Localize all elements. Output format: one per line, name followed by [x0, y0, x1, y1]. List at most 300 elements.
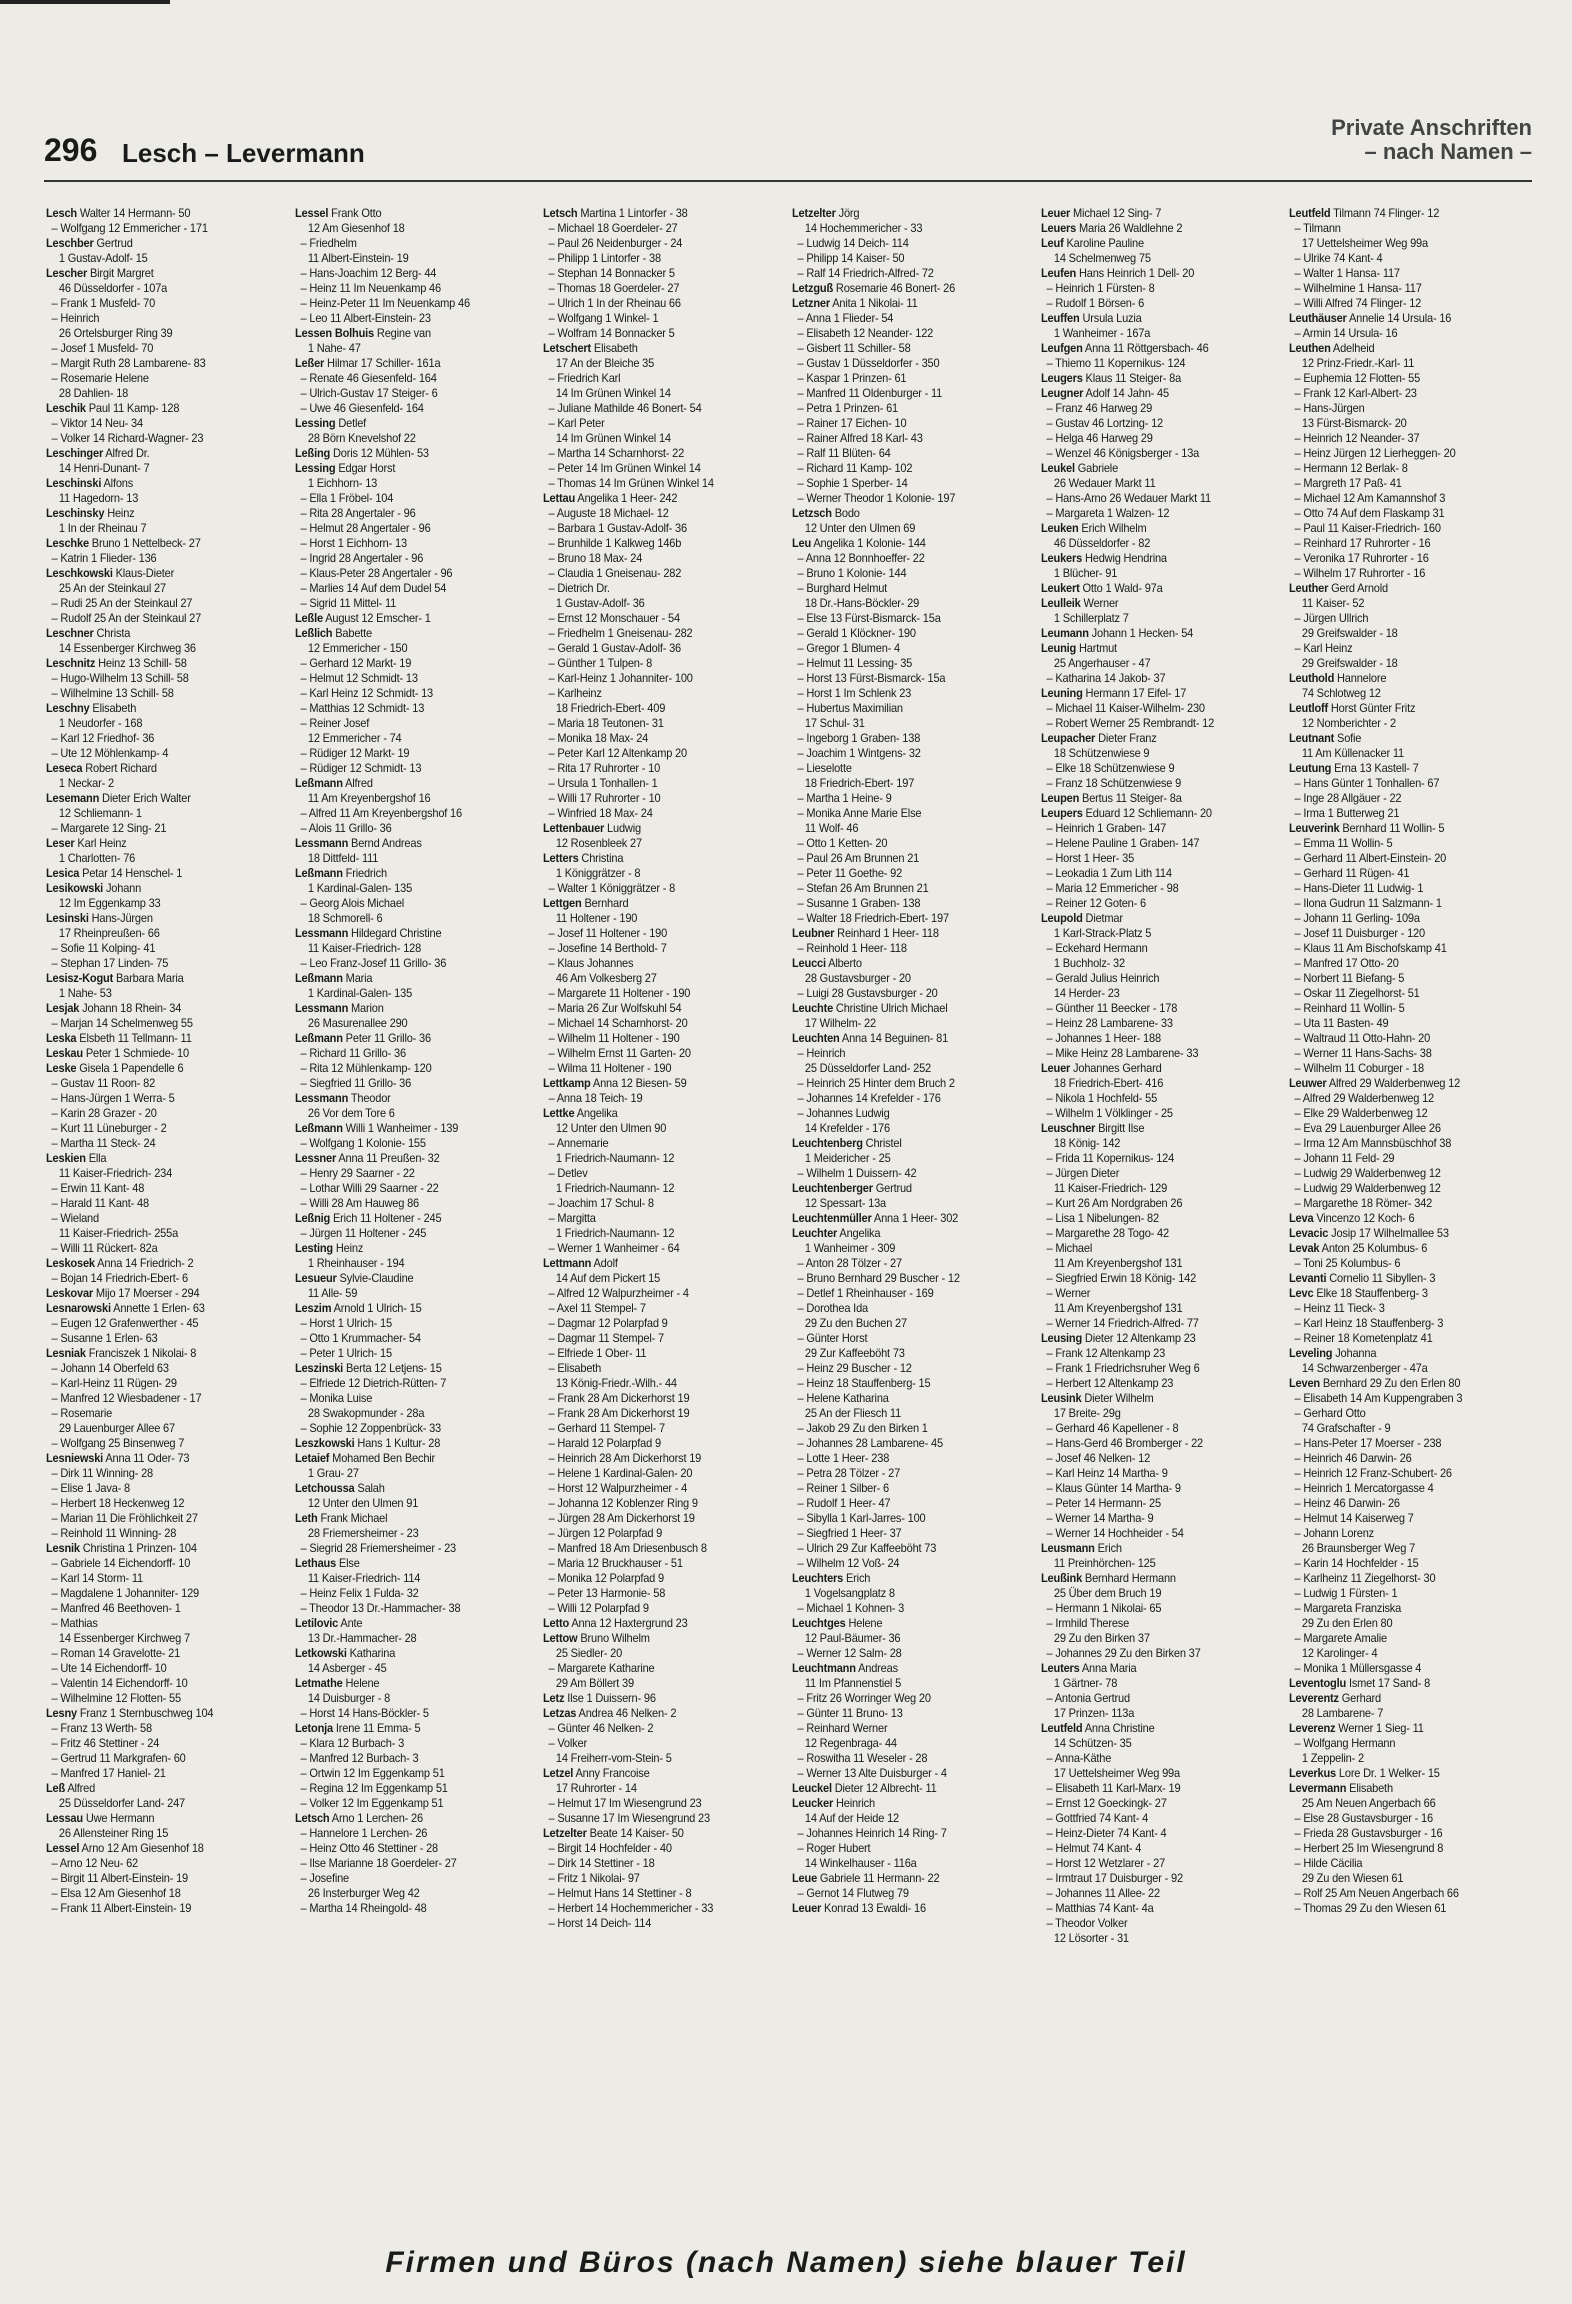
directory-entry — [295, 1841, 522, 1856]
entry-details: – Heinrich 1 Graben- 147 — [1046, 821, 1166, 835]
directory-entry — [295, 911, 522, 926]
directory-entry — [46, 461, 273, 476]
directory-entry — [543, 446, 770, 461]
entry-details: Adelheid — [1331, 341, 1375, 355]
directory-entry — [1041, 1661, 1268, 1676]
entry-details: Katharina — [346, 1646, 395, 1660]
directory-entry — [295, 1076, 522, 1091]
entry-details: – Ursula 1 Tonhallen- 1 — [548, 776, 658, 790]
entry-details: Johanna — [1332, 1346, 1377, 1360]
directory-entry — [295, 836, 522, 851]
entry-details: – Josef 11 Holtener - 190 — [548, 926, 668, 940]
entry-details: – Helmut 12 Schmidt- 13 — [300, 671, 418, 685]
entry-details: – Frank 28 Am Dickerhorst 19 — [548, 1406, 690, 1420]
entry-details: – Gerald Julius Heinrich — [1046, 971, 1159, 985]
entry-details: – Ingrid 28 Angertaler - 96 — [300, 551, 423, 565]
directory-entry — [1289, 851, 1516, 866]
entry-details: – Heinrich 28 Am Dickerhorst 19 — [548, 1451, 702, 1465]
directory-entry — [543, 971, 770, 986]
directory-entry — [792, 551, 1019, 566]
entry-details: Theodor — [347, 1091, 391, 1105]
entry-surname: Leupacher — [1040, 731, 1095, 745]
entry-surname: Leu — [792, 536, 812, 550]
entry-surname: Leugner — [1040, 386, 1083, 400]
entry-details: 11 Hagedorn- 13 — [58, 491, 139, 505]
entry-details: – Martha 11 Steck- 24 — [51, 1136, 156, 1150]
entry-details: – Hermann 12 Berlak- 8 — [1294, 461, 1409, 475]
entry-surname: Leukel — [1040, 461, 1075, 475]
entry-details: – Klaus Johannes — [548, 956, 634, 970]
directory-entry — [1289, 1181, 1516, 1196]
directory-entry — [543, 881, 770, 896]
entry-details: 14 Essenberger Kirchweg 7 — [58, 1631, 190, 1645]
entry-details: Helene — [342, 1676, 380, 1690]
directory-entry — [792, 1526, 1019, 1541]
entry-surname: Leufgen — [1040, 341, 1083, 355]
entry-details: – Peter Karl 12 Altenkamp 20 — [548, 746, 688, 760]
entry-surname: Leuthäuser — [1289, 311, 1348, 325]
entry-surname: Lessau — [46, 1811, 83, 1825]
entry-details: – Gerhard 11 Rügen- 41 — [1294, 866, 1410, 880]
entry-surname: Leusing — [1040, 1331, 1082, 1345]
entry-details: – Joachim 17 Schul- 8 — [548, 1196, 655, 1210]
entry-details: – Maria 26 Zur Wolfskuhl 54 — [548, 1001, 682, 1015]
directory-entry — [295, 1661, 522, 1676]
directory-entry — [792, 1826, 1019, 1841]
entry-surname: Leuchtenmüller — [792, 1211, 872, 1225]
directory-entry — [295, 926, 522, 941]
entry-details: – Ulrich-Gustav 17 Steiger- 6 — [300, 386, 438, 400]
entry-details: – Marian 11 Die Fröhlichkeit 27 — [51, 1511, 198, 1525]
directory-entry — [792, 1601, 1019, 1616]
directory-entry — [792, 866, 1019, 881]
directory-entry — [1289, 566, 1516, 581]
entry-details: – Hannelore 1 Lerchen- 26 — [300, 1826, 427, 1840]
entry-details: – Alois 11 Grillo- 36 — [300, 821, 392, 835]
entry-details: Klaus-Dieter — [112, 566, 175, 580]
entry-details: – Reiner Josef — [300, 716, 369, 730]
directory-entry — [46, 1271, 273, 1286]
directory-entry — [792, 1031, 1019, 1046]
directory-entry — [543, 716, 770, 731]
directory-entry — [792, 431, 1019, 446]
entry-details: – Werner 13 Alte Duisburger - 4 — [797, 1766, 947, 1780]
entry-details: Hans-Jürgen — [88, 911, 153, 925]
entry-surname: Leuthold — [1289, 671, 1335, 685]
directory-entry — [792, 611, 1019, 626]
entry-details: – Heinrich 25 Hinter dem Bruch 2 — [797, 1076, 955, 1090]
directory-entry — [1289, 206, 1516, 221]
directory-entry — [1289, 1346, 1516, 1361]
entry-details: Andrea 46 Nelken- 2 — [576, 1706, 677, 1720]
directory-entry — [1041, 1001, 1268, 1016]
entry-details: – Gerhard 12 Markt- 19 — [300, 656, 411, 670]
entry-details: – Margitta — [548, 1211, 597, 1225]
entry-surname: Leßnig — [294, 1211, 330, 1225]
directory-entry — [792, 311, 1019, 326]
directory-entry — [295, 1736, 522, 1751]
entry-details: – Heinrich 12 Neander- 37 — [1294, 431, 1420, 445]
entry-surname: Leuchtenberg — [792, 1136, 863, 1150]
entry-details: 29 Zur Kaffeeböht 73 — [804, 1346, 905, 1360]
directory-entry — [46, 1901, 273, 1916]
directory-entry — [543, 1091, 770, 1106]
entry-details: 11 Kaiser-Friedrich- 255a — [58, 1226, 179, 1240]
entry-details: 14 Hochemmericher - 33 — [804, 221, 923, 235]
entry-details: – Veronika 17 Ruhrorter - 16 — [1294, 551, 1430, 565]
entry-surname: Lesisz-Kogut — [46, 971, 114, 985]
entry-details: Robert Richard — [82, 761, 157, 775]
entry-details: – Margareta Franziska — [1294, 1601, 1402, 1615]
entry-details: – Ralf 11 Blüten- 64 — [797, 446, 891, 460]
directory-entry — [46, 1151, 273, 1166]
directory-entry — [1289, 701, 1516, 716]
directory-entry — [1289, 401, 1516, 416]
entry-surname: Leuf — [1040, 236, 1064, 250]
entry-surname: Leuschner — [1040, 1121, 1095, 1135]
directory-entry — [792, 1571, 1019, 1586]
directory-entry — [792, 1196, 1019, 1211]
entry-details: Gabriele 11 Hermann- 22 — [817, 1871, 940, 1885]
page-header — [44, 112, 1532, 176]
directory-entry — [1289, 716, 1516, 731]
entry-details: Dieter Franz — [1094, 731, 1157, 745]
directory-entry — [46, 1001, 273, 1016]
directory-entry — [543, 581, 770, 596]
entry-surname: Leszim — [294, 1301, 331, 1315]
entry-details: 28 Dahlien- 18 — [58, 386, 129, 400]
entry-details: Mohamed Ben Bechir — [328, 1451, 435, 1465]
entry-surname: Leschny — [46, 701, 90, 715]
entry-details: – Gerhard 11 Albert-Einstein- 20 — [1294, 851, 1447, 865]
directory-entry — [792, 1421, 1019, 1436]
directory-entry — [46, 1136, 273, 1151]
directory-entry — [543, 731, 770, 746]
entry-details: Frank Otto — [327, 206, 382, 220]
entry-details: – Peter 14 Hermann- 25 — [1046, 1496, 1161, 1510]
entry-details: – Franz 18 Schützenwiese 9 — [1046, 776, 1181, 790]
directory-entry — [1289, 1106, 1516, 1121]
entry-surname: Letzel — [543, 1766, 574, 1780]
directory-entry — [543, 626, 770, 641]
directory-entry — [792, 1346, 1019, 1361]
entry-details: Konrad 13 Ewaldi- 16 — [821, 1901, 926, 1915]
directory-entry — [543, 596, 770, 611]
entry-surname: Leskau — [46, 1046, 83, 1060]
directory-entry — [295, 1811, 522, 1826]
entry-details: Anna 14 Friedrich- 2 — [94, 1256, 194, 1270]
entry-details: – Sofie 11 Kolping- 41 — [51, 941, 156, 955]
entry-surname: Lesnik — [46, 1541, 80, 1555]
entry-details: Mijo 17 Moerser - 294 — [93, 1286, 200, 1300]
directory-entry — [1041, 1781, 1268, 1796]
entry-details: – Horst 1 Heer- 35 — [1046, 851, 1134, 865]
entry-details: – Manfred 12 Burbach- 3 — [300, 1751, 419, 1765]
directory-entry — [1041, 1406, 1268, 1421]
entry-details: – Wolfgang Hermann — [1294, 1736, 1396, 1750]
directory-entry — [1041, 521, 1268, 536]
entry-surname: Lesnarowski — [46, 1301, 111, 1315]
directory-entry — [1289, 1166, 1516, 1181]
entry-details: – Stefan 26 Am Brunnen 21 — [797, 881, 929, 895]
directory-entry — [543, 1646, 770, 1661]
directory-entry — [1041, 1916, 1268, 1931]
entry-details: – Jürgen 12 Polarpfad 9 — [548, 1526, 663, 1540]
entry-details: – Heinz 11 Im Neuenkamp 46 — [300, 281, 441, 295]
directory-entry — [1041, 1496, 1268, 1511]
header-rule — [44, 180, 1532, 182]
directory-entry — [46, 326, 273, 341]
directory-entry — [1289, 1091, 1516, 1106]
directory-entry — [792, 266, 1019, 281]
entry-details: – Franz 46 Harweg 29 — [1046, 401, 1152, 415]
directory-entry — [295, 506, 522, 521]
entry-details: – Frank 12 Altenkamp 23 — [1046, 1346, 1165, 1360]
entry-details: – Karin 14 Hochfelder - 15 — [1294, 1556, 1419, 1570]
directory-entry — [1041, 1136, 1268, 1151]
entry-details: Arnold 1 Ulrich- 15 — [330, 1301, 422, 1315]
directory-entry — [1041, 1301, 1268, 1316]
directory-entry — [792, 1181, 1019, 1196]
directory-entry — [1041, 1421, 1268, 1436]
entry-details: 29 Zu den Erlen 80 — [1302, 1616, 1393, 1630]
entry-details: 74 Schlotweg 12 — [1302, 686, 1382, 700]
directory-entry — [1041, 506, 1268, 521]
directory-entry — [792, 356, 1019, 371]
entry-details: – Helene 1 Kardinal-Galen- 20 — [548, 1466, 693, 1480]
directory-entry — [792, 446, 1019, 461]
entry-details: Karl Heinz — [74, 836, 127, 850]
entry-details: – Siegfried 11 Grillo- 36 — [300, 1076, 411, 1090]
entry-details: – Gisbert 11 Schiller- 58 — [797, 341, 911, 355]
entry-details: Bernhard Hermann — [1081, 1571, 1176, 1585]
directory-entry — [1041, 1811, 1268, 1826]
entry-details: 18 Dittfeld- 111 — [307, 851, 378, 865]
directory-entry — [46, 851, 273, 866]
directory-entry — [543, 1301, 770, 1316]
entry-surname: Leuers — [1040, 221, 1076, 235]
entry-details: – Herbert 12 Altenkamp 23 — [1046, 1376, 1173, 1390]
entry-details: 14 Auf der Heide 12 — [804, 1811, 899, 1825]
entry-surname: Letzas — [543, 1706, 577, 1720]
entry-surname: Leuthen — [1289, 341, 1332, 355]
entry-surname: Leupers — [1040, 806, 1083, 820]
directory-entry — [46, 1196, 273, 1211]
entry-details: Annelie 14 Ursula- 16 — [1347, 311, 1452, 325]
entry-surname: Lessen Bolhuis — [294, 326, 374, 340]
directory-entry — [295, 1496, 522, 1511]
directory-entry — [46, 821, 273, 836]
entry-details: – Wolfgang 25 Binsenweg 7 — [51, 1436, 185, 1450]
directory-entry — [46, 551, 273, 566]
directory-entry — [1041, 866, 1268, 881]
entry-surname: Leßmann — [294, 1121, 343, 1135]
directory-entry — [543, 281, 770, 296]
entry-details: – Rolf 25 Am Neuen Angerbach 66 — [1294, 1886, 1460, 1900]
entry-details: – Kurt 26 Am Nordgraben 26 — [1046, 1196, 1182, 1210]
entry-details: 28 Gustavsburger - 20 — [804, 971, 911, 985]
entry-details: – Dagmar 12 Polarpfad 9 — [548, 1316, 668, 1330]
directory-entry — [1289, 1511, 1516, 1526]
directory-entry — [1289, 1016, 1516, 1031]
entry-surname: Leven — [1289, 1376, 1321, 1390]
entry-surname: Leuchtenberger — [792, 1181, 873, 1195]
entry-details: Erich — [843, 1571, 871, 1585]
directory-entry — [543, 371, 770, 386]
directory-entry — [543, 431, 770, 446]
entry-details: Sofie — [1334, 731, 1362, 745]
directory-entry — [792, 1631, 1019, 1646]
directory-entry — [543, 1781, 770, 1796]
directory-entry — [1289, 1811, 1516, 1826]
entry-details: Otto 1 Wald- 97a — [1079, 581, 1163, 595]
entry-details: Elisabeth — [89, 701, 137, 715]
entry-surname: Letschert — [543, 341, 592, 355]
directory-entry — [1041, 881, 1268, 896]
directory-entry — [543, 1196, 770, 1211]
directory-entry — [46, 1061, 273, 1076]
directory-entry — [295, 1421, 522, 1436]
entry-details: – Reiner 12 Goten- 6 — [1046, 896, 1146, 910]
directory-entry — [1041, 1166, 1268, 1181]
entry-details: Angelika 1 Kolonie- 144 — [811, 536, 926, 550]
directory-entry — [46, 611, 273, 626]
entry-details: – Michael — [1046, 1241, 1092, 1255]
directory-entry — [792, 1721, 1019, 1736]
entry-details: – Wolfgang 12 Emmericher - 171 — [51, 221, 208, 235]
entry-surname: Leßmann — [294, 776, 343, 790]
entry-details: – Gertrud 11 Markgrafen- 60 — [51, 1751, 186, 1765]
entry-details: 29 Lauenburger Allee 67 — [58, 1421, 175, 1435]
entry-details: – Matthias 74 Kant- 4a — [1046, 1901, 1154, 1915]
entry-details: – Monika 18 Max- 24 — [548, 731, 649, 745]
directory-entry — [1289, 281, 1516, 296]
directory-entry — [46, 1361, 273, 1376]
entry-details: – Manfred 17 Otto- 20 — [1294, 956, 1400, 970]
directory-entry — [1041, 1826, 1268, 1841]
directory-entry — [543, 491, 770, 506]
entry-details: – Frank 12 Karl-Albert- 23 — [1294, 386, 1418, 400]
entry-details: – Anna 18 Teich- 19 — [548, 1091, 643, 1105]
entry-surname: Leuwer — [1289, 1076, 1327, 1090]
entry-details: 28 Friemersheimer - 23 — [307, 1526, 419, 1540]
directory-entry — [792, 566, 1019, 581]
entry-surname: Lettke — [543, 1106, 575, 1120]
entry-details: 11 Am Kreyenbergshof 131 — [1053, 1256, 1183, 1270]
directory-entry — [1289, 926, 1516, 941]
directory-entry — [1041, 536, 1268, 551]
directory-entry — [792, 386, 1019, 401]
entry-details: Friedrich — [342, 866, 387, 880]
entry-details: 11 Holtener - 190 — [556, 911, 638, 925]
entry-details: 29 Greifswalder - 18 — [1302, 656, 1398, 670]
entry-details: – Ernst 12 Monschauer - 54 — [548, 611, 681, 625]
entry-details: – Oskar 11 Ziegelhorst- 51 — [1294, 986, 1420, 1000]
directory-entry — [1041, 1601, 1268, 1616]
directory-entry — [1041, 1571, 1268, 1586]
directory-entry — [1041, 1586, 1268, 1601]
directory-entry — [46, 596, 273, 611]
entry-details: 14 Schelmenweg 75 — [1053, 251, 1151, 265]
entry-details: Anna Maria — [1079, 1661, 1137, 1675]
directory-entry — [1289, 806, 1516, 821]
entry-details: – Nikola 1 Hochfeld- 55 — [1046, 1091, 1157, 1105]
entry-details: 12 Regenbraga- 44 — [804, 1736, 897, 1750]
directory-entry — [792, 1796, 1019, 1811]
entry-details: – Monika Anne Marie Else — [797, 806, 922, 820]
entry-details: – Heinz 46 Darwin- 26 — [1294, 1496, 1401, 1510]
entry-details: – Ella 1 Fröbel- 104 — [300, 491, 393, 505]
directory-entry — [1041, 1646, 1268, 1661]
directory-entry — [1041, 1226, 1268, 1241]
entry-details: – Heinrich 46 Darwin- 26 — [1294, 1451, 1412, 1465]
entry-details: – Renate 46 Giesenfeld- 164 — [300, 371, 437, 385]
directory-entry — [295, 596, 522, 611]
entry-details: Johann 18 Rhein- 34 — [79, 1001, 182, 1015]
directory-entry — [295, 1061, 522, 1076]
entry-details: Josip 17 Wilhelmallee 53 — [1328, 1226, 1450, 1240]
entry-surname: Leugers — [1040, 371, 1083, 385]
entry-details: – Klara 12 Burbach- 3 — [300, 1736, 404, 1750]
entry-details: – Hans-Jürgen 1 Werra- 5 — [51, 1091, 175, 1105]
entry-surname: Leuning — [1040, 686, 1083, 700]
entry-details: 14 Herder- 23 — [1053, 986, 1120, 1000]
entry-details: 14 Im Grünen Winkel 14 — [556, 386, 672, 400]
directory-entry — [46, 701, 273, 716]
directory-entry — [1289, 1826, 1516, 1841]
entry-details: – Horst 1 Ulrich- 15 — [300, 1316, 392, 1330]
directory-entry — [46, 1781, 273, 1796]
entry-details: – Reinhard 17 Ruhrorter - 16 — [1294, 536, 1431, 550]
directory-entry — [1289, 1391, 1516, 1406]
entry-details: Edgar Horst — [335, 461, 395, 475]
directory-entry — [295, 371, 522, 386]
entry-details: Hans Heinrich 1 Dell- 20 — [1075, 266, 1194, 280]
directory-entry — [1289, 1766, 1516, 1781]
entry-details: – Lisa 1 Nibelungen- 82 — [1046, 1211, 1159, 1225]
directory-entry — [295, 881, 522, 896]
directory-entry — [295, 356, 522, 371]
entry-surname: Leunig — [1040, 641, 1076, 655]
entry-surname: Leuchters — [792, 1571, 844, 1585]
entry-surname: Leßlich — [294, 626, 333, 640]
entry-details: – Anna-Käthe — [1046, 1751, 1111, 1765]
entry-surname: Letchoussa — [294, 1481, 355, 1495]
entry-details: – Helga 46 Harweg 29 — [1046, 431, 1153, 445]
entry-details: – Annemarie — [548, 1136, 609, 1150]
directory-entry — [46, 206, 273, 221]
entry-surname: Lessing — [294, 461, 336, 475]
directory-entry — [1041, 611, 1268, 626]
directory-entry — [792, 251, 1019, 266]
entry-details: – Anna 1 Flieder- 54 — [797, 311, 894, 325]
directory-entry — [1041, 1751, 1268, 1766]
entry-details: Bernhard — [581, 896, 629, 910]
directory-entry — [1041, 761, 1268, 776]
entry-surname: Leventoglu — [1289, 1676, 1347, 1690]
directory-entry — [792, 641, 1019, 656]
directory-entry — [792, 806, 1019, 821]
directory-entry — [295, 251, 522, 266]
entry-details: – Michael 11 Kaiser-Wilhelm- 230 — [1046, 701, 1205, 715]
entry-details: Barbara Maria — [113, 971, 184, 985]
directory-entry — [295, 1706, 522, 1721]
directory-entry — [46, 356, 273, 371]
entry-surname: Leveling — [1289, 1346, 1333, 1360]
entry-details: 26 Masurenallee 290 — [307, 1016, 408, 1030]
directory-entry — [543, 1391, 770, 1406]
directory-entry — [543, 1046, 770, 1061]
